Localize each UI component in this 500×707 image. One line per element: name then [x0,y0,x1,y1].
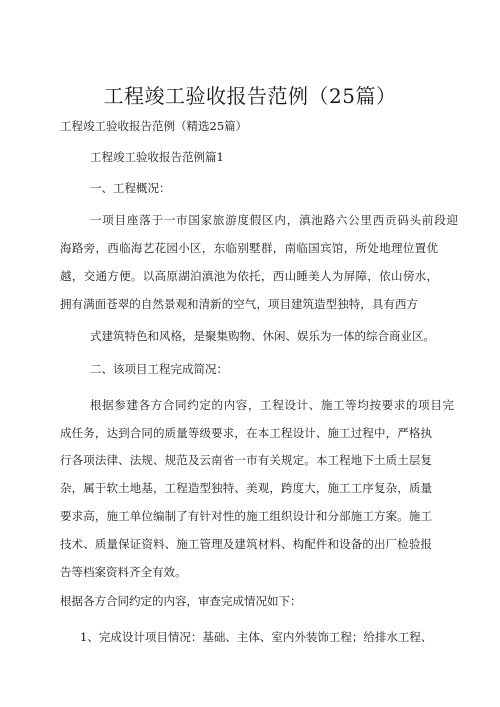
paragraph-line: 式建筑特色和风格，是聚集购物、休闲、娱乐为一体的综合商业区。 [90,329,435,343]
paragraph-line: 拥有满面苍翠的自然景观和清新的空气，项目建筑造型独特，具有西方 [60,297,418,311]
paragraph-line: 行各项法律、法规、规范及云南省一市有关规定。本工程地下土质土层复 [60,453,432,467]
paragraph-line: 杂，属于软土地基，工程造型独特、美观，跨度大，施工工序复杂，质量 [60,481,432,495]
document-subtitle: 工程竣工验收报告范例（精选25篇） [60,119,248,133]
heading-project-overview: 一、工程概况： [90,181,171,195]
section-title: 工程竣工验收报告范例篇1 [90,150,224,164]
paragraph-line: 成任务，达到合同的质量等级要求，在本工程设计、施工过程中，严格执 [60,426,432,440]
heading-completion-summary: 二、该项目工程完成简况： [90,362,228,376]
paragraph-line: 根据参建各方合同约定的内容，工程设计、施工等均按要求的项目完 [90,398,454,412]
paragraph-line: 一项目座落于一市国家旅游度假区内，滇池路六公里西贡码头前段迎 [90,213,458,227]
paragraph-line: 根据各方合同约定的内容，审查完成情况如下： [60,594,302,608]
paragraph-line: 要求高，施工单位编制了有针对性的施工组织设计和分部施工方案。施工 [60,509,432,523]
paragraph-line: 海路旁，西临海艺花园小区，东临别墅群，南临国宾馆，所处地理位置优 [60,241,438,255]
document-title: 工程竣工验收报告范例（25篇） [103,84,397,108]
paragraph-line: 越，交通方便。以高原湖泊滇池为依托，西山睡美人为屏障，依山傍水， [60,269,438,283]
paragraph-line: 告等档案资料齐全有效。 [60,565,187,579]
paragraph-line: 技术、质量保证资料、施工管理及建筑材料、构配件和设备的出厂检验报 [60,537,432,551]
list-item: 1、完成设计项目情况：基础、主体、室内外装饰工程；给排水工程、 [80,630,433,644]
